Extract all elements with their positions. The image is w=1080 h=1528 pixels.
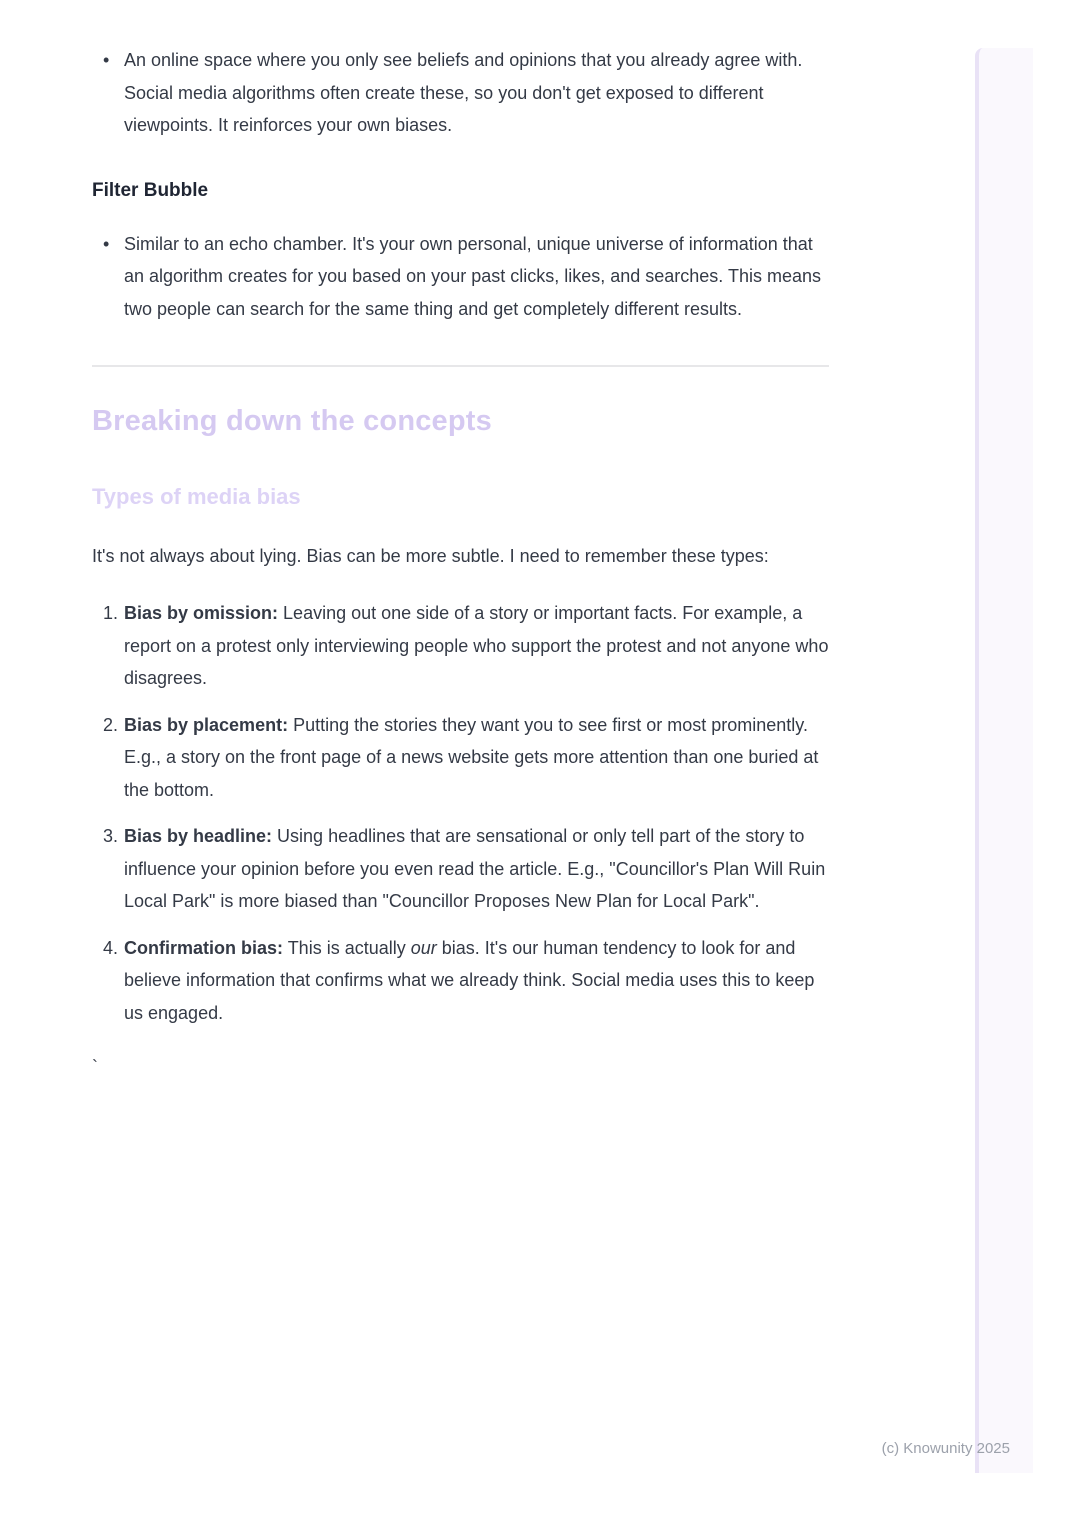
list-item (92, 597, 829, 695)
list-item (92, 44, 829, 142)
item-italic: our (410, 937, 437, 958)
number-marker: 2. (103, 714, 119, 735)
bias-by-omission-item (124, 597, 829, 695)
document-page (92, 44, 829, 1084)
list-item (92, 709, 829, 807)
number-marker: 4. (103, 937, 119, 958)
confirmation-bias-item (124, 932, 829, 1030)
filter-bubble-description: Similar to an echo chamber. It's your own personal, unique universe of information that an algorithm creates for you based on your past clicks, likes, and searches. This means two people can search for the same thing and get completely different results. (124, 233, 822, 319)
item-lead: Bias by headline: (124, 826, 273, 846)
next-page-edge (975, 48, 1033, 1473)
item-body: This is actually (283, 937, 411, 958)
stray-backtick: ` (92, 1057, 98, 1077)
item-lead: Bias by omission: (124, 603, 279, 623)
filter-bubble-heading: Filter Bubble (92, 179, 209, 201)
intro-paragraph: It's not always about lying. Bias can be more subtle. I need to remember these types: (92, 546, 769, 566)
bullet-marker: • (103, 50, 110, 70)
list-item (92, 228, 829, 326)
item-body: Using headlines that are sensational or only tell part of the story to influence your opinion before you even read the article. E.g., "Councillor's Plan Will Ruin Local Park" is more biased than "Councillor Proposes New Plan for Local Park". (124, 826, 826, 911)
item-lead: Bias by placement: (124, 714, 289, 735)
page-title: Breaking down the concepts (92, 405, 492, 437)
bias-by-placement-item (124, 709, 829, 807)
number-marker: 1. (103, 603, 119, 623)
section-subtitle: Types of media bias (92, 484, 301, 509)
filter-bubble-bullet-list (92, 228, 829, 326)
bullet-marker: • (103, 233, 110, 254)
bias-types-list (92, 597, 829, 1029)
number-marker: 3. (103, 826, 119, 846)
list-item (92, 820, 829, 918)
copyright-notice: (c) Knowunity 2025 (881, 1440, 1010, 1457)
item-body: Leaving out one side of a story or important facts. For example, a report on a protest only interviewing people who support the protest and not anyone who disagrees. (124, 603, 829, 688)
item-body-after: bias. It's our human tendency to look for and believe information that confirms what we already think. Social media uses this to keep us engaged. (124, 937, 815, 1023)
echo-chamber-description: An online space where you only see beliefs and opinions that you already agree with. Social media algorithms often create these, so you don't get exposed to different viewpoints. It reinforces your own biases. (124, 50, 803, 135)
item-lead: Confirmation bias: (124, 937, 284, 958)
list-item (92, 932, 829, 1030)
item-body: Putting the stories they want you to see first or most prominently. E.g., a story on the front page of a news website gets more attention than one buried at the bottom. (124, 714, 819, 800)
section-divider (92, 365, 829, 367)
echo-chamber-bullet-list (92, 44, 829, 142)
bias-by-headline-item (124, 820, 829, 918)
